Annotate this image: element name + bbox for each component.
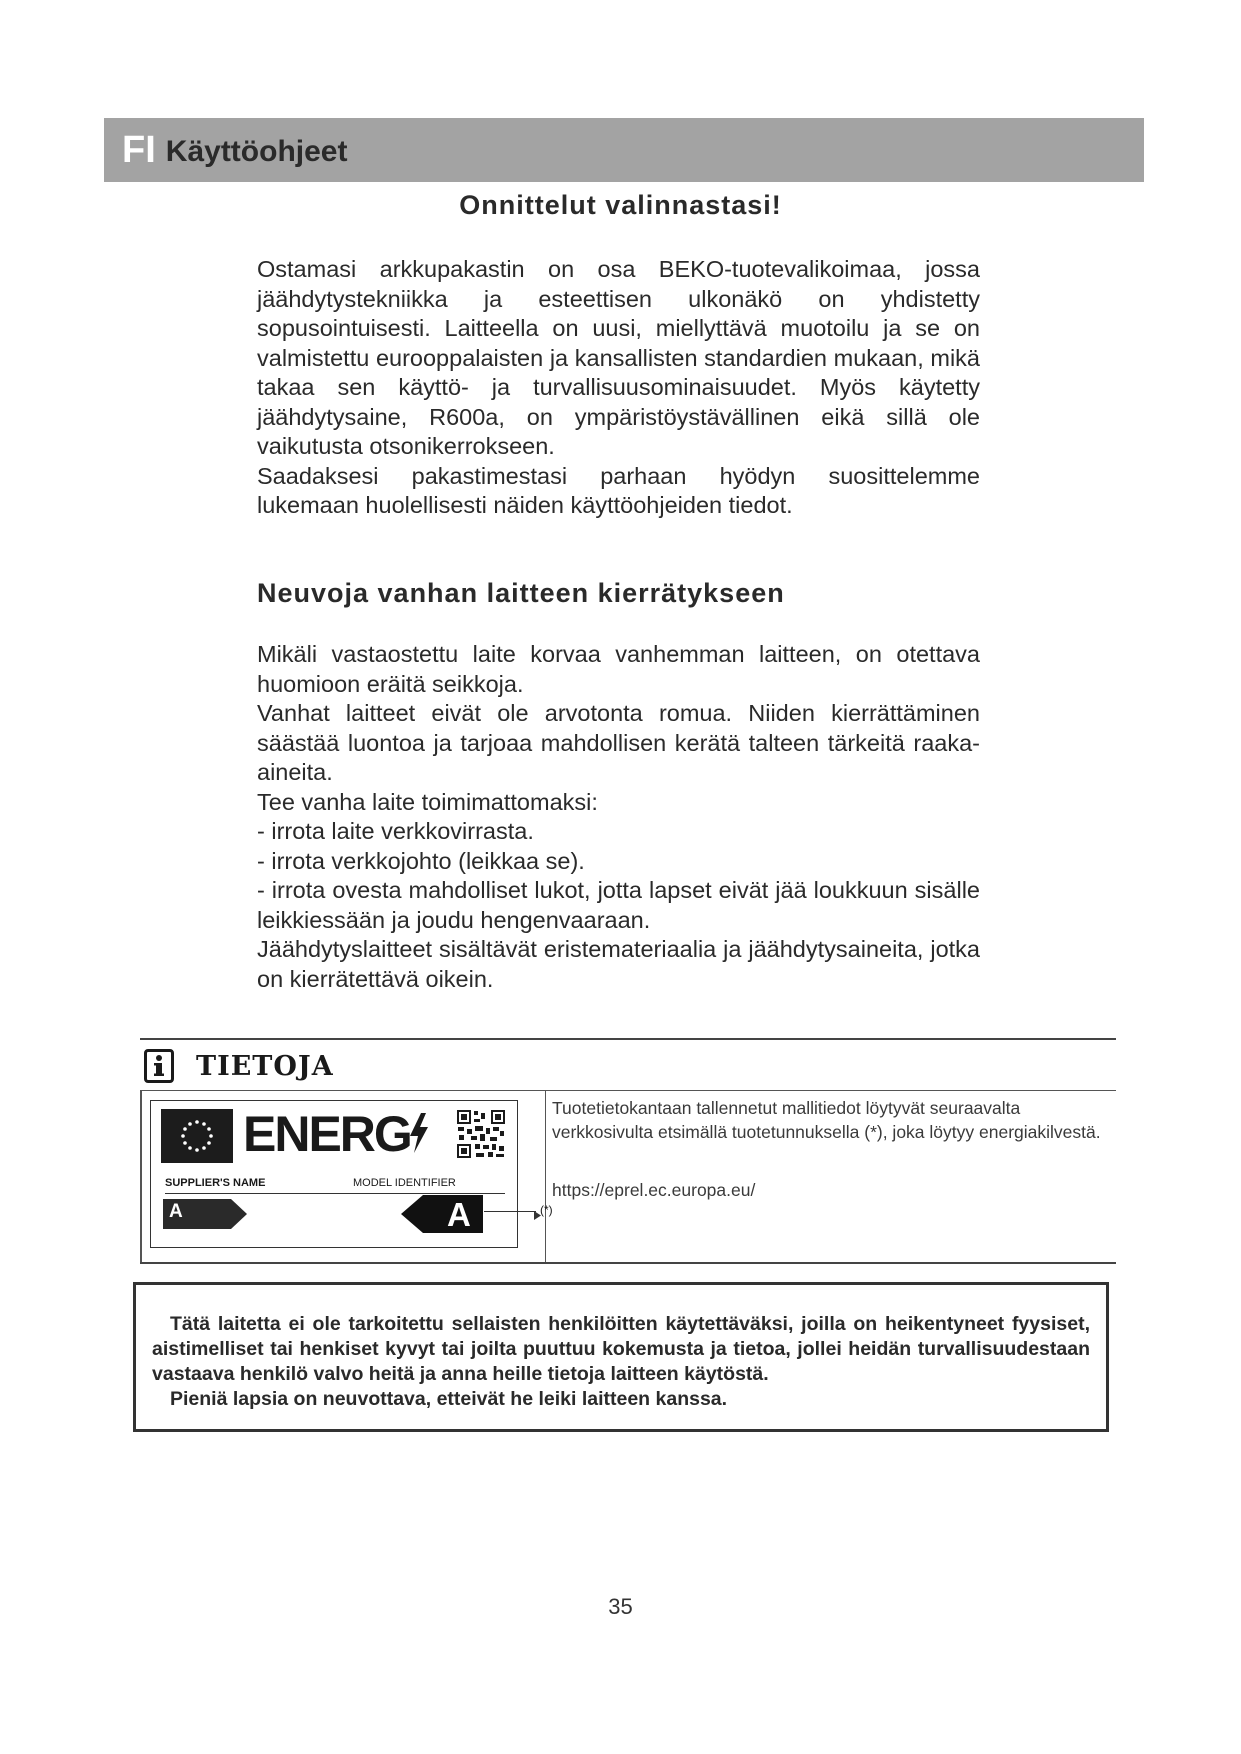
intro-paragraph: Saadaksesi pakastimestasi parhaan hyödyn suosittelemme lukemaan huolellisesti näiden käyttöohjeiden tiedot.: [257, 462, 980, 518]
eprel-link[interactable]: https://eprel.ec.europa.eu/: [552, 1180, 756, 1200]
info-title: TIETOJA: [196, 1050, 334, 1082]
asterisk-note: (*): [540, 1203, 553, 1217]
model-identifier-label: MODEL IDENTIFIER: [353, 1177, 456, 1189]
recycling-heading: Neuvoja vanhan laitteen kierrätykseen: [257, 578, 785, 608]
warning-box: [133, 1282, 1109, 1432]
recycling-paragraph: Tee vanha laite toimimattomaksi:: [257, 788, 598, 815]
recycling-paragraph: Mikäli vastaostettu laite korvaa vanhemman laitteen, on otettava huomioon eräitä seikkoja.: [257, 641, 980, 697]
header-title: Käyttöohjeet: [165, 135, 348, 168]
lightning-icon: [408, 1113, 430, 1158]
energy-label-card: [150, 1100, 553, 1248]
intro-section: [257, 255, 980, 521]
info-icon: [144, 1049, 174, 1083]
energy-label-title: ENERG: [243, 1106, 411, 1162]
page-number: 35: [608, 1594, 633, 1619]
pointer-line: [484, 1211, 536, 1212]
info-title-row: [144, 1046, 334, 1086]
recycling-paragraph: Jäähdytyslaitteet sisältävät eristemateriaalia ja jäähdytysaineita, jotka on kierrätettävä oikein.: [257, 936, 980, 992]
energy-class-letter: A: [447, 1196, 471, 1233]
divider: [140, 1038, 1116, 1040]
eu-flag-icon: [161, 1109, 233, 1163]
energy-class-scale-letter: A: [169, 1201, 183, 1222]
qr-code-icon: [456, 1109, 506, 1164]
recycling-bullet: - irrota verkkojohto (leikkaa se).: [257, 847, 585, 874]
divider: [165, 1193, 505, 1194]
language-code: FI: [122, 128, 156, 171]
info-box: [140, 1038, 1116, 1264]
main-title: Onnittelut valinnastasi!: [459, 190, 782, 220]
recycling-section: [257, 640, 980, 994]
warning-text: Tätä laitetta ei ole tarkoitettu sellaisten henkilöitten käytettäväksi, joilla on heikentyneet fyysiset, aistimelliset tai henkiset kyvyt tai joilta puuttuu kokemusta ja tietoa, jollei heidän turvallisuudestaan vastaava henkilö valvo heitä ja anna heille tietoja laitteen käytöstä.: [152, 1313, 1090, 1385]
recycling-bullet: - irrota laite verkkovirrasta.: [257, 818, 534, 844]
recycling-bullet: - irrota ovesta mahdolliset lukot, jotta lapset eivät jää loukkuun sisälle leikkiessään ja joudu hengenvaaraan.: [257, 877, 980, 933]
header-bar: [104, 118, 1144, 182]
intro-paragraph: Ostamasi arkkupakastin on osa BEKO-tuotevalikoimaa, jossa jäähdytystekniikka ja esteettisen ulkonäkö on yhdistetty sopusointuisesti. Laitteella on uusi, miellyttävä muotoilu ja se on valmistettu eurooppalaisten ja kansallisten standardien mukaan, mikä takaa sen käyttö- ja turvallisuusominaisuudet. Myös käytetty jäähdytysaine, R600a, on ympäristöystävällinen eikä sillä ole vaikutusta otsonikerrokseen.: [257, 256, 980, 459]
info-description: Tuotetietokantaan tallennetut mallitiedot löytyvät seuraavalta verkkosivulta etsimällä tuotetunnuksella (*), joka löytyy energiakilvestä.: [552, 1098, 1101, 1142]
divider: [140, 1262, 1116, 1264]
recycling-paragraph: Vanhat laitteet eivät ole arvotonta romua. Niiden kierrättäminen säästää luontoa ja tarjoaa mahdollisen kerätä talteen tärkeitä raaka-aineita.: [257, 700, 980, 785]
warning-text: Pieniä lapsia on neuvottava, etteivät he leiki laitteen kanssa.: [170, 1388, 728, 1410]
supplier-name-label: SUPPLIER'S NAME: [165, 1177, 266, 1189]
